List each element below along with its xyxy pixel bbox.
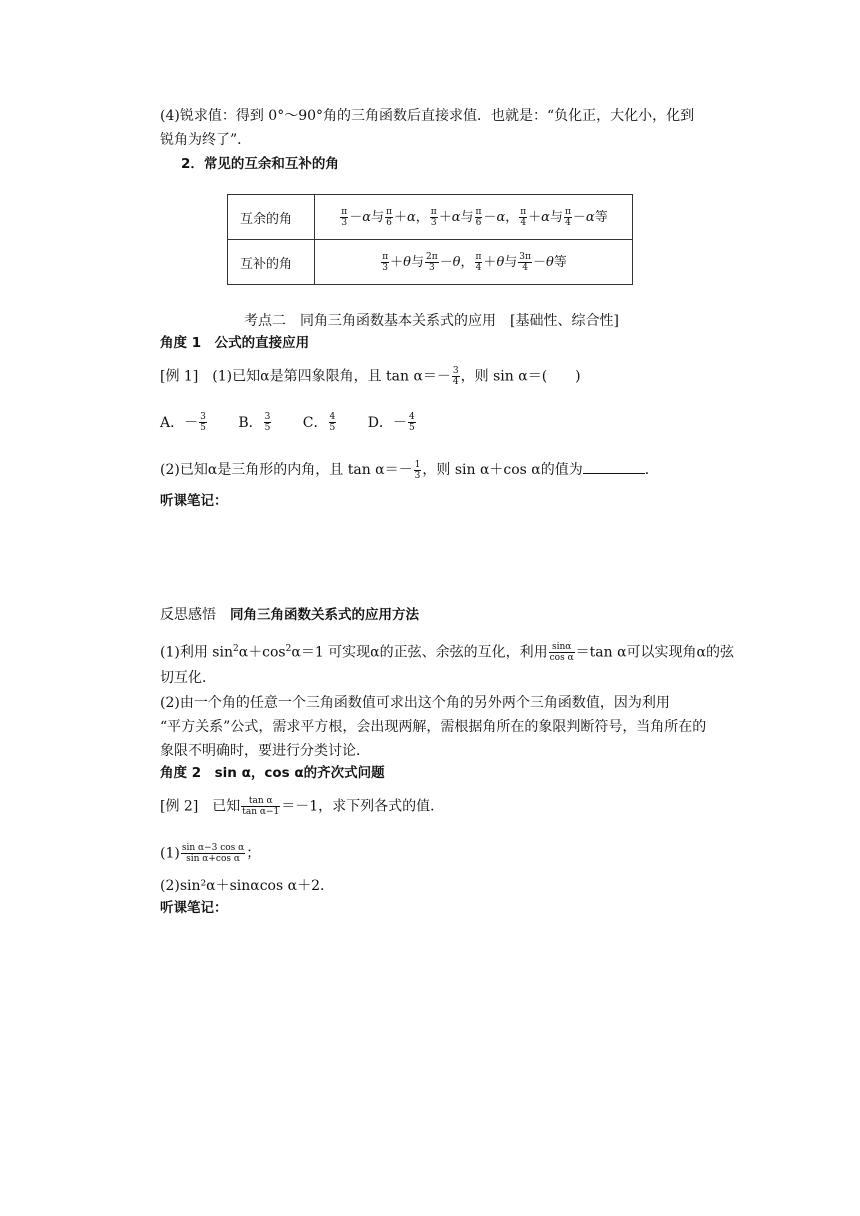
paragraph-line: “平方关系”公式，需求平方根，会出现两解，需根据角所在的象限判断符号，当角所在的	[160, 719, 707, 735]
option-d: D．－ $\frac{4}{5}$	[367, 412, 415, 433]
paragraph-line: 切互化．	[160, 670, 216, 686]
options-row	[160, 412, 417, 433]
table-row	[228, 195, 633, 240]
reflect-point-1: (1)利用 $\sin^2\alpha+\cos^2\alpha=1$ 可实现α的正弦、余弦的互化，利用 $\frac{\sin\alpha}{\text{cos α}}$ ＝tan α可以实现角α的弦	[160, 642, 735, 664]
angle-heading: 角度 1 公式的直接应用	[160, 335, 310, 351]
option-b: B． $\frac{3}{5}$	[238, 412, 271, 433]
angle-heading: 角度 2 sin α，cos α的齐次式问题	[160, 765, 385, 781]
example-1: [例 1] (1)已知α是第四象限角，且 tan α＝－ $\frac{3}{4}$ ，则 sin α＝( )	[160, 366, 581, 387]
kaodian-heading: 考点二 同角三角函数基本关系式的应用 [基础性、综合性]	[244, 313, 619, 329]
table-cell: 互余的角	[228, 195, 315, 240]
paragraph-line: 锐角为终了”．	[160, 132, 252, 148]
notes-label: 听课笔记：	[160, 493, 228, 509]
paragraph-line: (4)锐求值：得到 0°～90°角的三角函数后直接求值．也就是：“负化正，大化小，化到	[160, 108, 695, 124]
table-cell: $\frac{\pi}{3}$ ＋θ与 $\frac{2\pi}{3}$ －θ， $\frac{\pi}{4}$ ＋θ与 $\frac{3\pi}{4}$ －θ等	[315, 240, 633, 285]
reflect-heading: 反思感悟 同角三角函数关系式的应用方法	[160, 607, 419, 623]
example-2: [例 2] 已知 $\frac{\text{tan α}}{\text{tan α−1}}$ ＝－1，求下列各式的值．	[160, 796, 445, 817]
option-a: A．－ $\frac{3}{5}$	[160, 412, 206, 433]
option-c: C． $\frac{4}{5}$	[302, 412, 336, 433]
notes-label: 听课笔记：	[160, 900, 228, 916]
table-cell: $\frac{\pi}{3}$ －α与 $\frac{\pi}{6}$ ＋α， $\frac{\pi}{3}$ ＋α与 $\frac{\pi}{6}$ －α， $\frac{\pi}{4}$ ＋α与 $\frac{\pi}{4}$ －α等	[315, 195, 633, 240]
question-1: (1) $\frac{\text{sin α−3 cos α}}{\text{sin α+cos α}}$ ；	[160, 843, 261, 864]
example-1-part-2: (2)已知α是三角形的内角，且 tan α＝－ $\frac{1}{3}$ ，则 sin α＋cos α的值为 ．	[160, 459, 659, 481]
table-row	[228, 240, 633, 285]
table-cell: 互补的角	[228, 240, 315, 285]
section-title: 2．常见的互余和互补的角	[181, 156, 339, 172]
question-2: (2)sin²α＋sinαcos α＋2．	[160, 878, 334, 894]
angle-table	[227, 194, 633, 285]
answer-blank	[583, 459, 645, 474]
paragraph-line: 象限不明确时，要进行分类讨论．	[160, 743, 370, 759]
paragraph-line: (2)由一个角的任意一个三角函数值可求出这个角的另外两个三角函数值，因为利用	[160, 695, 670, 711]
